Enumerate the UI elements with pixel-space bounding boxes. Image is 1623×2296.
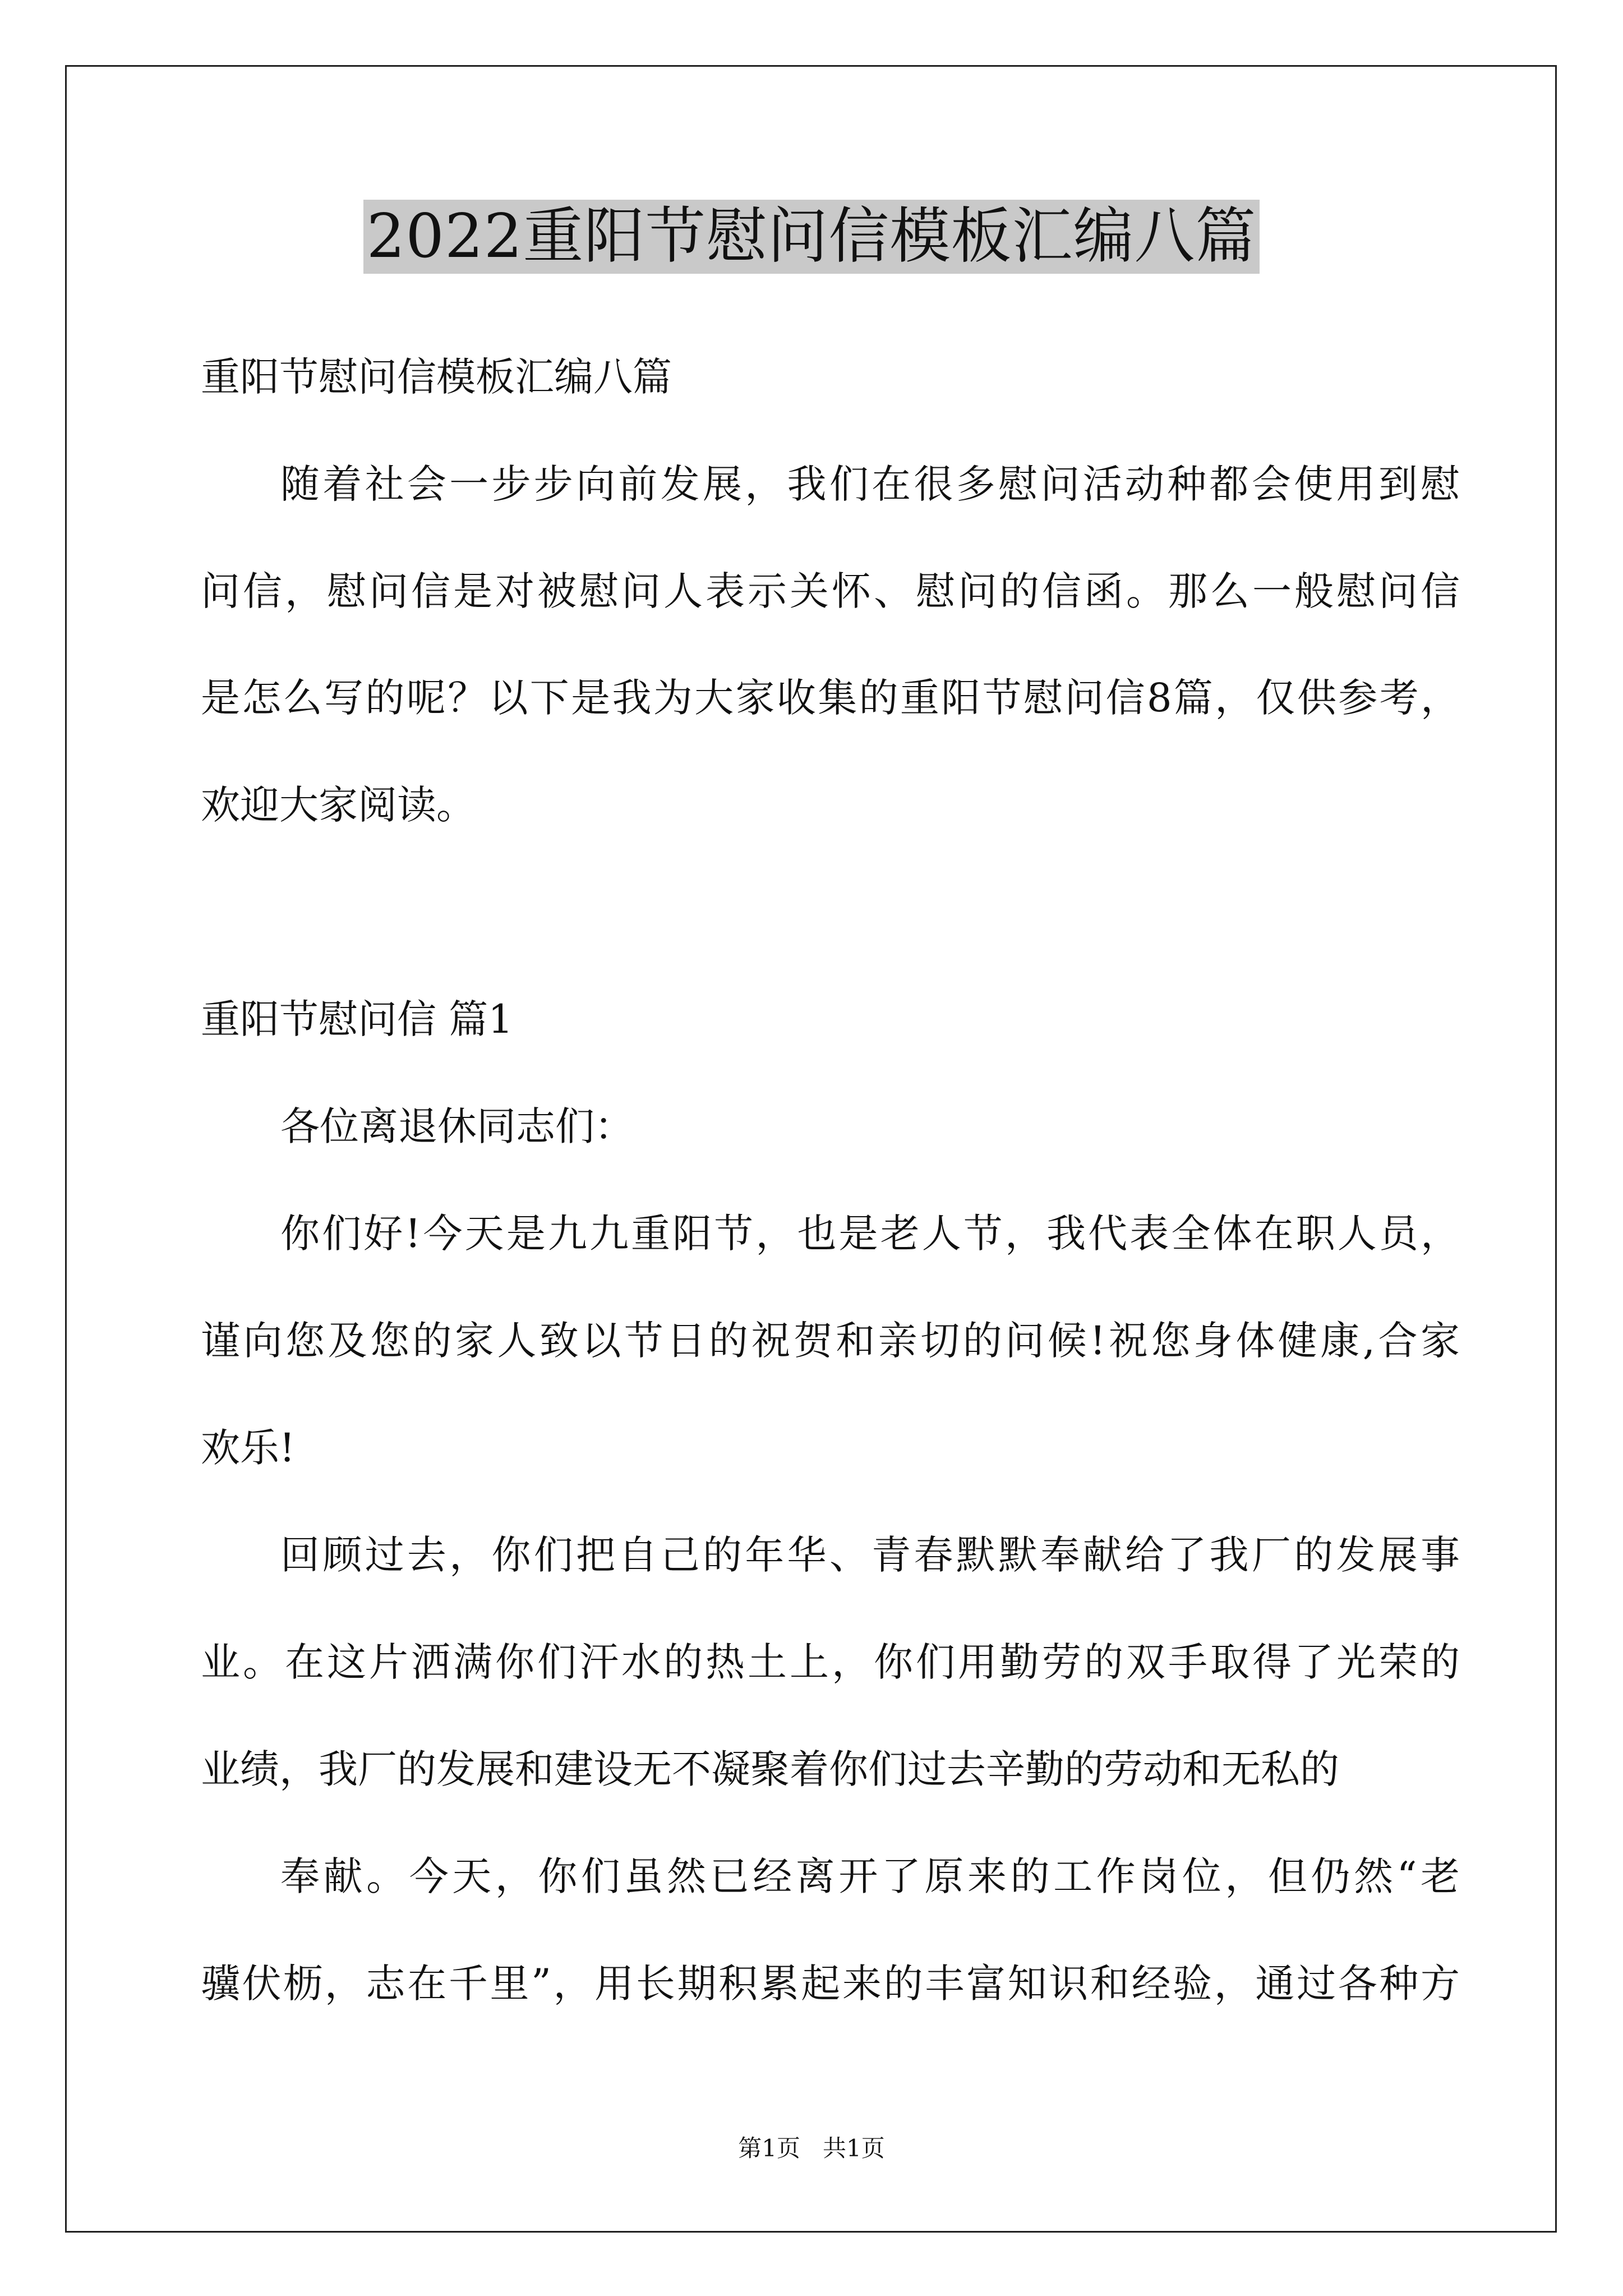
intro-line-1: 随着社会一步步向前发展，我们在很多慰问活动种都会使用到慰 <box>280 461 1460 507</box>
paragraph2-line-1: 回顾过去，你们把自己的年华、青春默默奉献给了我厂的发展事 <box>280 1532 1460 1578</box>
document-title: 2022重阳节慰问信模板汇编八篇 <box>363 200 1260 274</box>
paragraph1-line-3: 欢乐! <box>201 1425 296 1471</box>
paragraph3-line-2: 骥伏枥，志在千里”，用长期积累起来的丰富知识和经验，通过各种方 <box>201 1961 1460 2007</box>
paragraph1-line-1: 你们好!今天是九九重阳节，也是老人节，我代表全体在职人员， <box>280 1211 1460 1257</box>
intro-line-4: 欢迎大家阅读。 <box>201 782 476 828</box>
section-heading: 重阳节慰问信 篇1 <box>201 996 513 1042</box>
intro-line-3: 是怎么写的呢？以下是我为大家收集的重阳节慰问信8篇，仅供参考， <box>201 675 1460 721</box>
paragraph1-line-2: 谨向您及您的家人致以节日的祝贺和亲切的问候!祝您身体健康,合家 <box>201 1318 1460 1364</box>
document-subtitle: 重阳节慰问信模板汇编八篇 <box>201 354 672 400</box>
page-footer: 第1页 共1页 <box>738 2134 885 2162</box>
paragraph2-line-3: 业绩，我厂的发展和建设无不凝聚着你们过去辛勤的劳动和无私的 <box>201 1746 1339 1792</box>
title-container <box>0 200 1623 274</box>
salutation: 各位离退休同志们： <box>280 1103 634 1149</box>
intro-line-2: 问信，慰问信是对被慰问人表示关怀、慰问的信函。那么一般慰问信 <box>201 568 1460 614</box>
paragraph3-line-1: 奉献。今天，你们虽然已经离开了原来的工作岗位，但仍然“老 <box>280 1853 1460 1899</box>
paragraph2-line-2: 业。在这片洒满你们汗水的热土上，你们用勤劳的双手取得了光荣的 <box>201 1639 1460 1685</box>
